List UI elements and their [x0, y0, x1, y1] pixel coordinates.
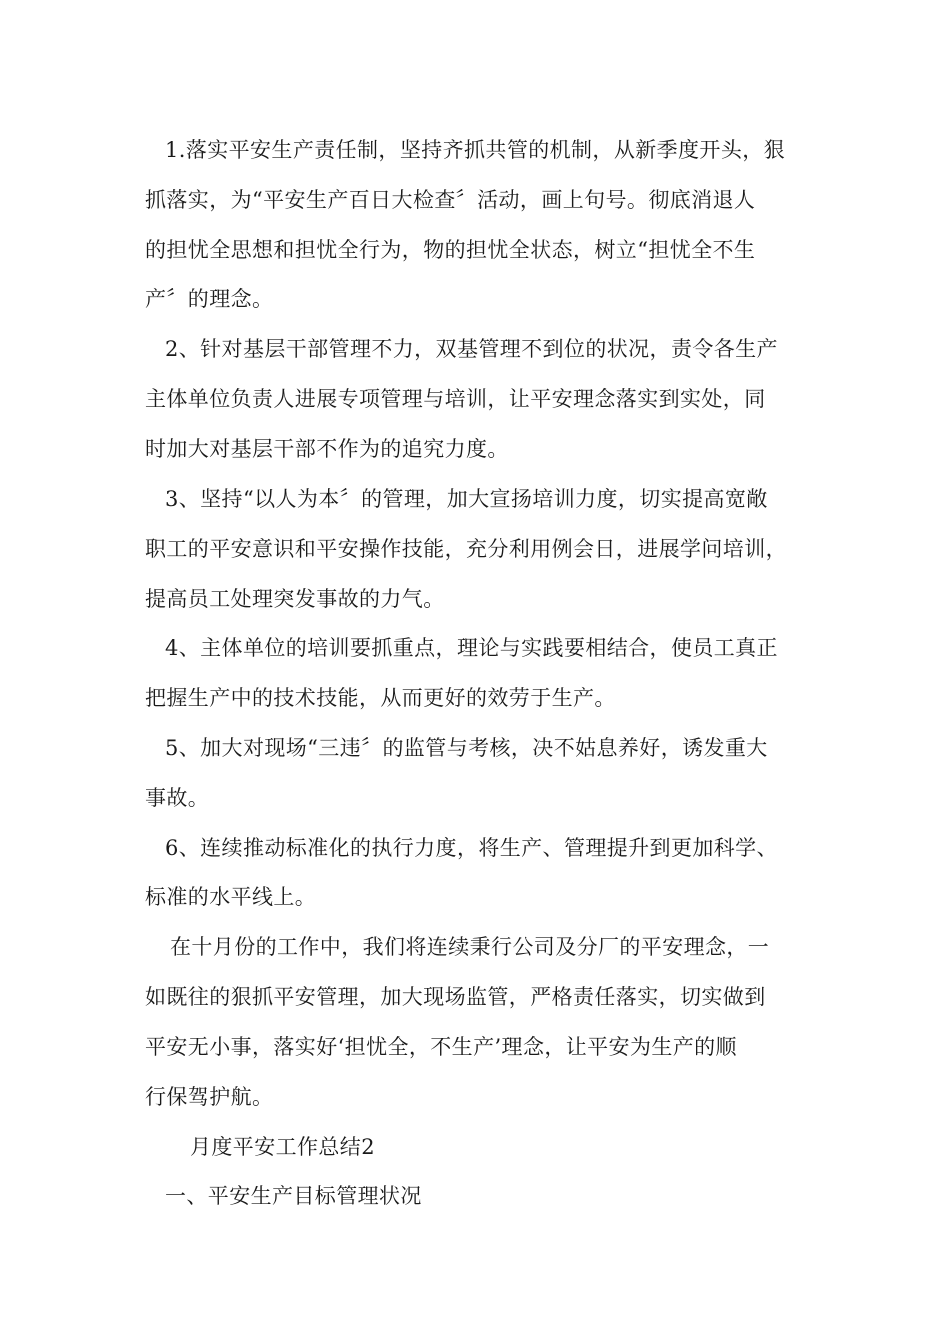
text-line: 提高员工处理突发事故的力气。 — [145, 587, 445, 611]
text-line: 1.落实平安生产责任制，坚持齐抓共管的机制，从新季度开头，狠 — [165, 138, 786, 162]
text-line: 在十月份的工作中，我们将连续秉行公司及分厂的平安理念，一 — [170, 935, 770, 959]
section-subheading: 一、平安生产目标管理状况 — [165, 1184, 422, 1208]
text-line: 行保驾护航。 — [145, 1085, 274, 1109]
text-line: 职工的平安意识和平安操作技能，充分利用例会日，进展学问培训， — [145, 537, 787, 561]
text-line: 产〞的理念。 — [145, 287, 274, 311]
text-line: 2、针对基层干部管理不力，双基管理不到位的状况，责令各生产 — [165, 337, 778, 361]
text-line: 主体单位负责人进展专项管理与培训，让平安理念落实到实处，同 — [145, 387, 766, 411]
text-line: 把握生产中的技术技能，从而更好的效劳于生产。 — [145, 686, 616, 710]
text-line: 事故。 — [145, 786, 210, 810]
text-line: 时加大对基层干部不作为的追究力度。 — [145, 437, 509, 461]
text-line: 6、连续推动标准化的执行力度，将生产、管理提升到更加科学、 — [165, 836, 778, 860]
text-line: 抓落实，为“平安生产百日大检查〞活动，画上句号。彻底消退人 — [145, 188, 756, 212]
text-line: 5、加大对现场“三违〞的监管与考核，决不姑息养好，诱发重大 — [165, 736, 768, 760]
text-line: 3、坚持“以人为本〞的管理，加大宣扬培训力度，切实提高宽敞 — [165, 487, 768, 511]
text-line: 如既往的狠抓平安管理，加大现场监管，严格责任落实，切实做到 — [145, 985, 766, 1009]
section-heading: 月度平安工作总结2 — [190, 1135, 375, 1159]
text-line: 4、主体单位的培训要抓重点，理论与实践要相结合，使员工真正 — [165, 636, 778, 660]
text-line: 的担忧全思想和担忧全行为，物的担忧全状态，树立“担忧全不生 — [145, 238, 756, 262]
text-line: 标准的水平线上。 — [145, 885, 317, 909]
text-line: 平安无小事，落实好‘担忧全，不生产’理念，让平安为生产的顺 — [145, 1035, 737, 1059]
